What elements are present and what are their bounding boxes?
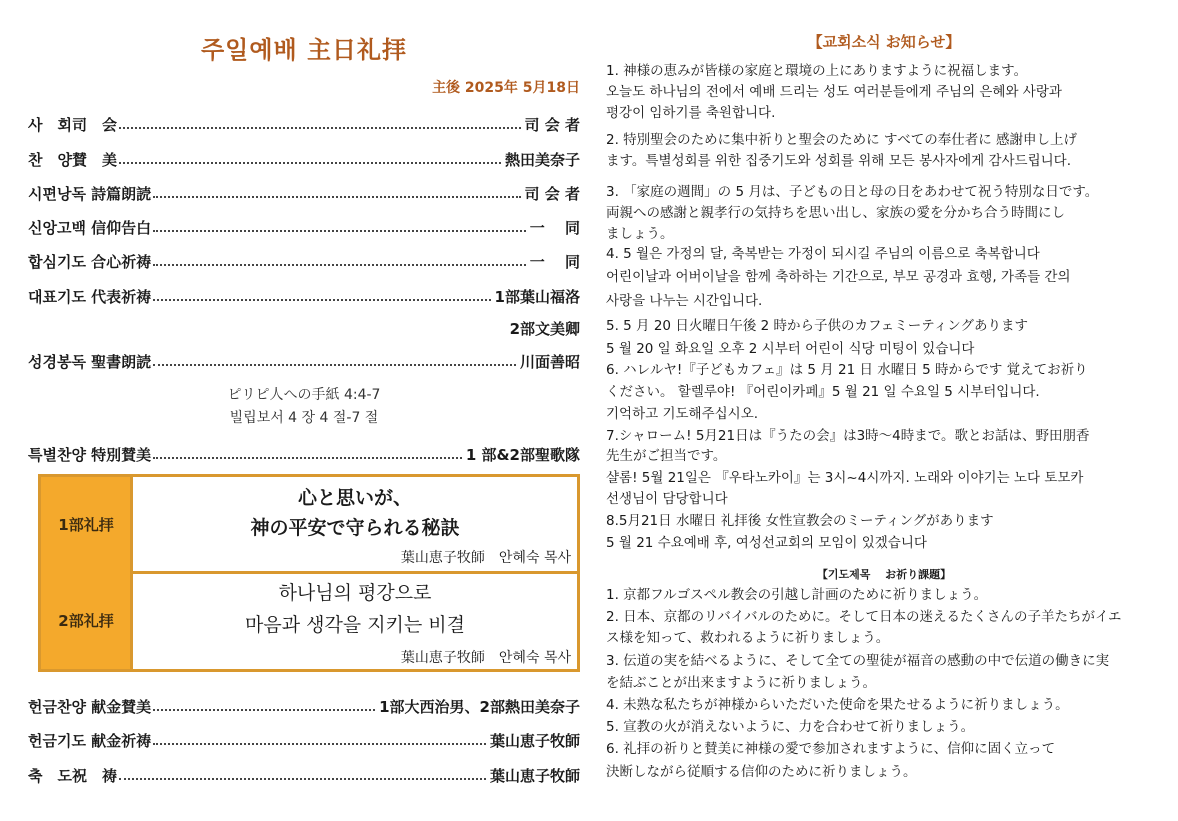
- sermon-preacher-2nd: 葉山恵子牧師 안혜숙 목사: [400, 650, 571, 666]
- scripture-ref-ko: 빌립보서 4 장 4 절-7 절: [229, 410, 379, 426]
- dot-leader: [119, 162, 501, 164]
- dot-leader: [153, 709, 375, 711]
- prayer-line: ス様を知って、救われるように祈りましょう。: [606, 630, 890, 646]
- order-value: 一 同: [529, 218, 580, 237]
- order-row-offering-prayer: [28, 727, 580, 753]
- sermon-label-1st: 1部礼拝: [41, 477, 131, 572]
- announcement-line: 4. 5 월은 가정의 달, 축복받는 가정이 되시길 주님의 이름으로 축복합니다: [606, 246, 1040, 262]
- sermon-title-1st-line1: 心と思いが、: [297, 487, 412, 509]
- prayer-line: 6. 礼拝の祈りと賛美に神様の愛で参加されますように、信仰に固く立って: [606, 741, 1056, 757]
- prayer-line: 3. 伝道の実を結べるように、そして全ての聖徒が福音の感動の中で伝道の働きに実: [606, 653, 1110, 669]
- announcement-line: 両親への感謝と親孝行の気持ちを思い出し、家族の愛を分かち合う時間にし: [606, 205, 1065, 221]
- order-label: 합심기도 合心祈祷: [28, 252, 152, 271]
- order-label: 시편낭독 詩篇朗読: [28, 184, 152, 203]
- order-value: 葉山恵子牧師: [489, 766, 580, 785]
- prayer-line: 決断しながら従順する信仰のために祈りましょう。: [606, 764, 917, 780]
- announcement-line: 1. 神様の恵みが皆様の家庭と環境の上にありますように祝福します。: [606, 63, 1028, 79]
- order-value: 1部葉山福洛: [494, 287, 580, 306]
- prayer-line: 5. 宣教の火が消えないように、力を合わせて祈りましょう。: [606, 719, 975, 735]
- sermon-preacher-1st: 葉山恵子牧師 안혜숙 목사: [400, 550, 571, 566]
- announcement-line: 샬롬! 5월 21일은 『우타노카이』는 3시~4시까지. 노래와 이야기는 노다 토모카: [606, 470, 1084, 486]
- order-row-representative-prayer: [28, 283, 580, 309]
- sermon-title-2nd-line2: 마음과 생각을 지키는 비결: [244, 614, 465, 636]
- order-value: 熱田美奈子: [504, 150, 580, 169]
- representative-prayer-2nd: 2部文美卿: [509, 320, 580, 338]
- order-row-offering-song: [28, 693, 580, 719]
- order-label: 축 도祝 祷: [28, 766, 117, 785]
- announcement-line: 2. 特別聖会のために集中祈りと聖会のために すべての奉仕者に 感謝申し上げ: [606, 132, 1077, 148]
- order-label: 사 회司 会: [28, 115, 117, 134]
- announcements-title: 【교회소식 お知らせ】: [807, 33, 961, 51]
- page-title: 주일예배 主日礼拝: [200, 36, 408, 64]
- order-label: 헌금찬양 献金賛美: [28, 697, 152, 716]
- dot-leader: [153, 230, 526, 232]
- announcement-line: 사랑을 나누는 시간입니다.: [606, 293, 763, 309]
- order-label: 헌금기도 献金祈祷: [28, 731, 152, 750]
- service-date: 主後 2025年 5月18日: [432, 80, 580, 96]
- dot-leader: [153, 743, 486, 745]
- announcement-line: ます。특별성회를 위한 집중기도와 성회를 위해 모든 봉사자에게 감사드립니다.: [606, 153, 1071, 169]
- order-label: 대표기도 代表祈祷: [28, 287, 152, 306]
- announcement-line: 선생님이 담당합니다: [606, 491, 728, 507]
- prayer-topics-title: 【기도제목 お祈り課題】: [816, 568, 952, 581]
- announcement-line: 8.5月21日 水曜日 礼拝後 女性宣教会のミーティングがあります: [606, 513, 994, 529]
- order-value: 川面善昭: [519, 352, 580, 371]
- announcement-line: 6. ハレルヤ!『子どもカフェ』は 5 月 21 日 水曜日 5 時からです 覚えてお祈り: [606, 362, 1088, 378]
- announcement-line: 평강이 임하기를 축원합니다.: [606, 105, 776, 121]
- prayer-line: を結ぶことが出来ますように祈りましょう。: [606, 675, 876, 691]
- announcement-line: 오늘도 하나님의 전에서 예배 드리는 성도 여러분들에게 주님의 은혜와 사랑과: [606, 84, 1062, 100]
- dot-leader: [153, 299, 490, 301]
- sermon-title-2nd-line1: 하나님의 평강으로: [278, 582, 432, 604]
- prayer-line: 2. 日本、京都のリバイバルのために。そして日本の迷えるたくさんの子羊たちがイエ: [606, 609, 1122, 625]
- announcements-column: [606, 0, 1162, 821]
- order-label: 특별찬양 特別賛美: [28, 445, 152, 464]
- order-value: 1 部&2部聖歌隊: [465, 445, 580, 464]
- order-row-benediction: [28, 762, 580, 788]
- announcement-line: 7.シャローム! 5月21日は『うたの会』は3時～4時まで。歌とお話は、野田朋香: [606, 428, 1090, 444]
- announcement-line: 3. 「家庭の週間」の 5 月は、子どもの日と母の日をあわせて祝う特別な日です。: [606, 184, 1099, 200]
- order-row-praise: [28, 146, 580, 172]
- scripture-ref-ja: ピリピ人への手紙 4:4-7: [227, 387, 381, 403]
- order-row-presider: [28, 111, 580, 137]
- dot-leader: [119, 778, 486, 780]
- dot-leader: [119, 127, 521, 129]
- worship-order-column: [28, 0, 580, 821]
- order-label: 성경봉독 聖書朗読: [28, 352, 152, 371]
- prayer-line: 1. 京都フルゴスペル教会の引越し計画のために祈りましょう。: [606, 587, 988, 603]
- announcement-line: 어린이날과 어버이날을 함께 축하하는 기간으로, 부모 공경과 효행, 가족들 간의: [606, 269, 1071, 285]
- sermon-label-2nd: 2部礼拝: [41, 572, 131, 669]
- dot-leader: [153, 364, 516, 366]
- order-value: 葉山恵子牧師: [489, 731, 580, 750]
- order-value: 司 会 者: [524, 184, 580, 203]
- dot-leader: [153, 196, 520, 198]
- sermon-divider-horizontal: [131, 571, 577, 574]
- order-row-special-praise: [28, 441, 580, 467]
- announcement-line: 先生がご担当です。: [606, 448, 727, 464]
- order-value: 一 同: [529, 252, 580, 271]
- dot-leader: [153, 457, 462, 459]
- announcement-line: ましょう。: [606, 226, 674, 242]
- prayer-line: 4. 未熟な私たちが神様からいただいた使命を果たせるように祈りましょう。: [606, 697, 1069, 713]
- order-row-unison-prayer: [28, 248, 580, 274]
- order-value: 司 会 者: [524, 115, 580, 134]
- sermon-title-1st-line2: 神の平安で守られる秘訣: [250, 517, 460, 539]
- order-label: 신앙고백 信仰告白: [28, 218, 152, 237]
- announcement-line: 5. 5 月 20 日火曜日午後 2 時から子供のカフェミーティングあります: [606, 318, 1028, 334]
- announcement-line: 기억하고 기도해주십시오.: [606, 406, 759, 422]
- order-value: 1部大西治男、2部熱田美奈子: [379, 697, 580, 716]
- order-row-confession: [28, 214, 580, 240]
- announcement-line: 5 월 21 수요예배 후, 여성선교회의 모임이 있겠습니다: [606, 535, 927, 551]
- announcement-line: 5 월 20 일 화요일 오후 2 시부터 어린이 식당 미팅이 있습니다: [606, 341, 975, 357]
- order-label: 찬 양賛 美: [28, 150, 117, 169]
- order-row-scripture: [28, 348, 580, 374]
- announcement-line: ください。 할렐루야! 『어린이카페』5 월 21 일 수요일 5 시부터입니다.: [606, 384, 1040, 400]
- dot-leader: [153, 264, 526, 266]
- order-row-psalm-reading: [28, 180, 580, 206]
- sermon-box: [38, 474, 580, 672]
